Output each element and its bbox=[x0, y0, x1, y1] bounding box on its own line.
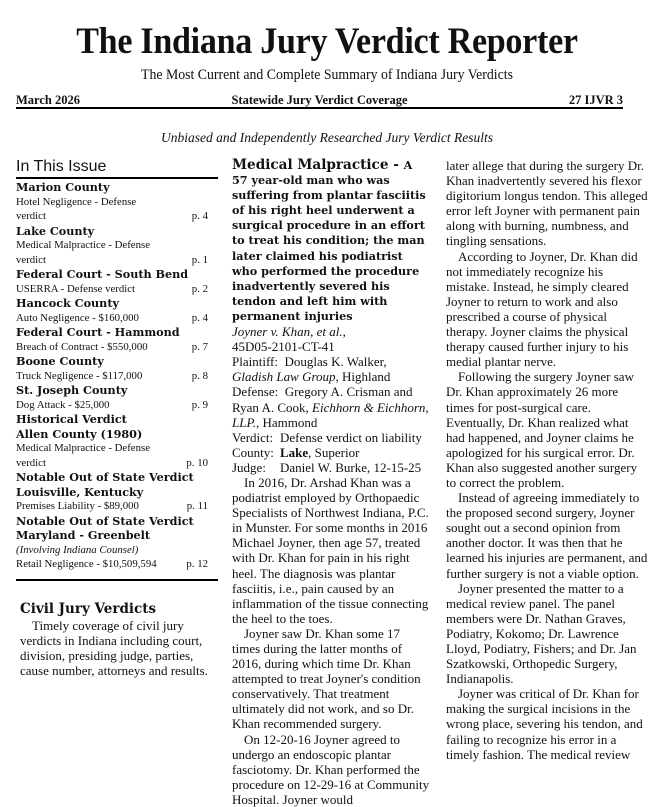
case-name: Joyner v. Khan, et al. bbox=[232, 324, 343, 340]
case-caption: Joyner v. Khan, et al., bbox=[232, 324, 346, 340]
article-paragraph: In 2016, Dr. Arshad Khan was a podiatrist employed by Orthopaedic Specialists of Northwest Indiana, P.C. in Munster. For some months in 2016 Michael Joyner, then age 57, treated with Dr. Khan for pain in his right heel. The diagnosis was plantar fasciitis, i.e., pain caused by an inflammation of the tissue connecting the heel to the toes. bbox=[232, 474, 429, 626]
verdict-line: Verdict: Defense verdict on liability bbox=[232, 429, 422, 445]
toc-description: Breach of Contract - $550,000 p. 7 bbox=[16, 340, 208, 353]
toc-description: verdict p. 4 bbox=[16, 210, 208, 222]
toc-section: Notable Out of State Verdict bbox=[16, 513, 194, 528]
defense-firm: Eichhorn & Eichhorn, LLP. bbox=[232, 399, 429, 430]
toc-description: Truck Negligence - $117,000 p. 8 bbox=[16, 369, 208, 382]
toc-entry[interactable] bbox=[16, 514, 218, 572]
toc-page: p. 12 bbox=[186, 558, 208, 570]
toc-page: p. 2 bbox=[191, 282, 208, 295]
toc-description: Auto Negligence - $160,000 p. 4 bbox=[16, 311, 208, 324]
toc-entry[interactable] bbox=[16, 180, 218, 224]
toc-description: Dog Attack - $25,000 p. 9 bbox=[16, 398, 208, 411]
toc-county: Federal Court - Hammond bbox=[16, 325, 180, 339]
civil-body: Timely coverage of civil jury verdicts in Indiana including court, division, presiding judge, parties, cause number, attorneys and results. bbox=[20, 618, 208, 678]
toc-county: Boone County bbox=[16, 354, 104, 368]
article-paragraph: On 12-20-16 Joyner agreed to undergo an endoscopic plantar fasciotomy. Dr. Khan performed the procedure on 12-29-16 at Community Hospital. Joyner would bbox=[232, 731, 430, 807]
toc-page: p. 4 bbox=[191, 311, 208, 324]
toc-county: Allen County (1980) bbox=[16, 426, 143, 441]
toc-county: St. Joseph County bbox=[16, 383, 128, 397]
tagline: Unbiased and Independently Researched Jury Verdict Results bbox=[161, 130, 493, 145]
article-column-2 bbox=[446, 158, 648, 762]
toc-entry[interactable] bbox=[16, 296, 218, 325]
toc-divider bbox=[16, 579, 218, 581]
toc-county: Lake County bbox=[16, 223, 95, 238]
toc-page: p. 4 bbox=[191, 210, 208, 222]
toc-note: (Involving Indiana Counsel) bbox=[16, 543, 139, 556]
toc-section: Historical Verdict bbox=[16, 412, 127, 426]
toc-entry[interactable] bbox=[16, 325, 218, 354]
toc-page: p. 8 bbox=[191, 369, 208, 382]
publication-title: The Indiana Jury Verdict Reporter bbox=[76, 21, 578, 62]
article-paragraph: Instead of agreeing immediately to the proposed second surgery, Joyner sought out a second opinion from another doctor. It was then that he learned his injuries are permanent, and further surgery is not a viable option. bbox=[446, 490, 648, 581]
toc-county: Maryland - Greenbelt bbox=[16, 528, 151, 542]
toc-entry[interactable] bbox=[16, 267, 218, 296]
issue-date: March 2026 bbox=[16, 93, 80, 107]
masthead bbox=[0, 20, 654, 84]
toc-description: Medical Malpractice - Defense bbox=[16, 239, 150, 251]
toc-description: verdict p. 1 bbox=[16, 253, 208, 266]
plaintiff-firm: Gladish Law Group bbox=[232, 369, 336, 385]
toc-county: Louisville, Kentucky bbox=[16, 484, 144, 499]
article-summary: year-old man who was suffering from plantar fasciitis of his right heel underwent a surgical procedure in an effort to treat his condition; the man later claimed his podiatrist who performed the procedure inadvertently severed his tendon and left him with permanent injuries bbox=[232, 173, 426, 323]
toc-county: Hancock County bbox=[16, 296, 119, 310]
judge-line: Judge: Daniel W. Burke, 12-15-25 bbox=[232, 459, 422, 475]
toc-entry[interactable] bbox=[16, 383, 218, 412]
county-line: County: Lake, Superior bbox=[232, 444, 360, 460]
toc-heading: In This Issue bbox=[16, 157, 218, 179]
toc-description: verdict p. 10 bbox=[16, 456, 208, 469]
civil-jury-verdicts-box bbox=[20, 600, 220, 678]
defense-line: Defense: Gregory A. Crisman and Ryan A. Cook, Eichhorn & Eichhorn, LLP., Hammond bbox=[232, 384, 429, 430]
toc-entry[interactable] bbox=[16, 354, 218, 383]
article-headline bbox=[232, 158, 430, 324]
toc-description: Medical Malpractice - Defense bbox=[16, 442, 150, 454]
toc-description: USERRA - Defense verdict p. 2 bbox=[16, 282, 208, 295]
toc-entry[interactable] bbox=[16, 412, 218, 470]
cause-number: 45D05-2101-CT-41 bbox=[232, 339, 335, 355]
toc-entry[interactable] bbox=[16, 224, 218, 268]
toc-county: Federal Court - South Bend bbox=[16, 267, 189, 281]
article-summary-lead: A 57 bbox=[232, 158, 413, 188]
toc-county: Marion County bbox=[16, 180, 110, 194]
article-paragraph: According to Joyner, Dr. Khan did not immediately recognize his mistake. Instead, he simply cleared Joyner to return to work and also prescribed a course of physical therapy. Joyner claims the physical therapy caused further injury to his medial plantar nerve. bbox=[446, 248, 638, 370]
plaintiff-line: Plaintiff: Douglas K. Walker, Gladish Law Group, Highland bbox=[232, 354, 391, 385]
toc-page: p. 1 bbox=[191, 253, 208, 266]
in-this-issue bbox=[16, 157, 218, 572]
toc-entry[interactable] bbox=[16, 470, 218, 514]
issue-info-bar bbox=[16, 93, 623, 109]
article-paragraph: later allege that during the surgery Dr. Khan inadvertently severed his flexor digitorium longus tendon. This alleged error left Joyner with permanent pain along with burning, numbness, and tingling sensations. bbox=[446, 158, 648, 249]
article-paragraph: Joyner saw Dr. Khan some 17 times during the latter months of 2016, during which time Dr. Khan attempted to treat Joyner's condition conservatively. That treatment ultimately did not work, and so Dr. Khan recommended surgery. bbox=[232, 625, 421, 732]
toc-section: Notable Out of State Verdict bbox=[16, 470, 194, 484]
toc-page: p. 11 bbox=[186, 500, 208, 512]
toc-description: Retail Negligence - $10,509,594 p. 12 bbox=[16, 558, 208, 570]
toc-page: p. 10 bbox=[186, 456, 208, 469]
article-paragraph: Following the surgery Joyner saw Dr. Khan approximately 26 more times for post-surgical care. Eventually, Dr. Khan realized what had happened, and Joyner claims he apologized for his surgical error. Dr. Khan also suggested another surgery to correct the problem. bbox=[446, 369, 638, 490]
toc-description: Premises Liability - $89,000 p. 11 bbox=[16, 500, 208, 512]
publication-subtitle: The Most Current and Complete Summary of Indiana Jury Verdicts bbox=[141, 67, 513, 83]
issue-citation: 27 IJVR 3 bbox=[568, 93, 623, 107]
article-paragraph: Joyner was critical of Dr. Khan for making the surgical incisions in the wrong place, severing his tendon, and failing to recognize his error in a timely fashion. The medical review bbox=[446, 686, 643, 762]
toc-description: Hotel Negligence - Defense bbox=[16, 195, 137, 208]
article-column-1 bbox=[232, 158, 430, 807]
civil-heading: Civil Jury Verdicts bbox=[20, 601, 157, 617]
article-paragraph: Joyner presented the matter to a medical review panel. The panel members were Dr. Nathan Graves, Podiatry, Kokomo; Dr. Lawrence Lloyd, Podiatry, Fishers; and Dr. Jan Szatkowski, Orthopedic Surgery, Indianapolis. bbox=[446, 580, 637, 687]
toc-page: p. 9 bbox=[191, 398, 208, 411]
article-category: Medical Malpractice - bbox=[232, 157, 404, 173]
toc-page: p. 7 bbox=[191, 340, 208, 353]
coverage-label: Statewide Jury Verdict Coverage bbox=[231, 93, 408, 107]
